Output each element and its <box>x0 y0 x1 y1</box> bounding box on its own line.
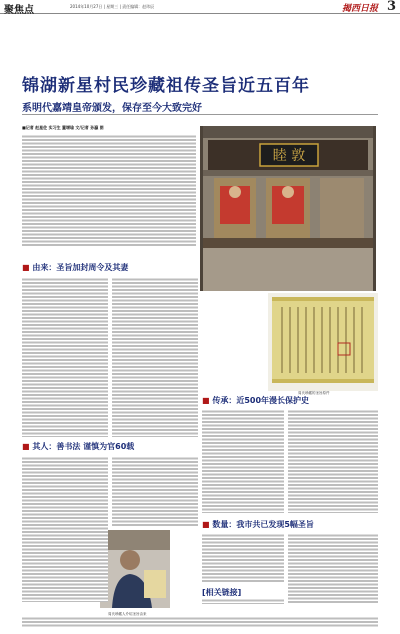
plaque-text: 睦 敦 <box>272 148 306 164</box>
byline: ■记者 赵星佐 实习生 董增瑜 文/记者 孙瀛 图 <box>22 125 104 130</box>
section-heading-person: ■ 其人：善书法 谨慎为官60载 <box>22 442 135 451</box>
headline: 锦湖新星村民珍藏祖传圣旨近五百年 <box>22 76 310 96</box>
inheritance-text-right <box>288 409 378 513</box>
origin-text-right <box>112 277 198 437</box>
count-text-left <box>202 533 284 583</box>
elder-photo <box>100 530 170 608</box>
section-heading-related: [相关链接] <box>202 588 242 597</box>
count-text-right <box>288 533 378 603</box>
origin-text-left <box>22 277 108 437</box>
date-line: 2014年10月27日 | 星期三 | 责任编辑：赵玮辰 <box>70 4 155 9</box>
paper-name: 揭西日报 <box>341 4 378 14</box>
page-number: 3 <box>386 0 396 14</box>
related-text <box>202 598 284 604</box>
headline-rule <box>22 114 378 115</box>
ancestral-hall-photo <box>200 126 376 291</box>
elder-caption: 周氏珍藏人介绍圣旨由来 <box>108 612 147 616</box>
hall-illustration <box>200 126 376 291</box>
elder-illustration <box>100 530 170 608</box>
scroll-illustration <box>268 293 378 391</box>
section-heading-count: ■ 数量：我市共已发现5幅圣旨 <box>202 520 314 529</box>
inheritance-text-left <box>202 409 284 513</box>
section-heading-origin: ■ 由来：圣旨加封周令及其妻 <box>22 263 129 272</box>
section-name: 聚焦点 <box>4 5 34 16</box>
page-header <box>0 0 400 14</box>
subheadline: 系明代嘉靖皇帝颁发，保存至今大致完好 <box>22 103 202 114</box>
footnote-text <box>22 616 378 628</box>
section-heading-inheritance: ■ 传承：近500年漫长保护史 <box>202 396 310 405</box>
person-text-left <box>22 456 108 602</box>
portrait-caption: 周氏珍藏的圣旨原件 <box>298 391 330 395</box>
intro-text-block <box>22 134 196 246</box>
person-text-right <box>112 456 198 526</box>
scroll-photo <box>268 293 378 391</box>
